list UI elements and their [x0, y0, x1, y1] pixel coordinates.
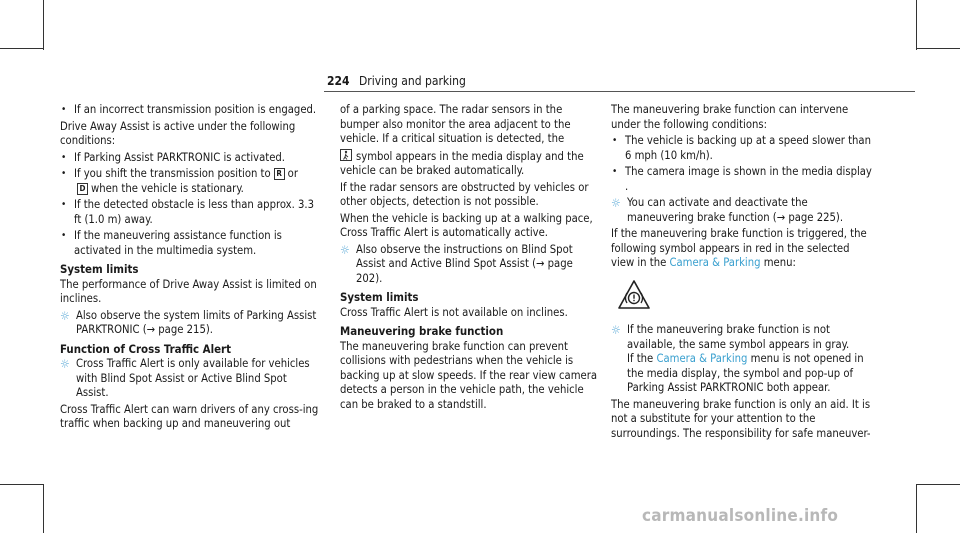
list-item: • If you shift the transmission position to R or D when the vehicle is stationary. — [60, 167, 322, 196]
paragraph: The performance of Drive Away Assist is limited on inclines. — [60, 277, 317, 305]
crop-mark — [0, 48, 44, 49]
crop-mark — [43, 484, 44, 533]
list-item: • If an incorrect transmission position is engaged. — [60, 103, 322, 118]
section-heading: System limits — [60, 262, 139, 276]
info-icon: ☼ — [60, 308, 70, 323]
column-2 — [340, 103, 602, 414]
list-item: • If the maneuvering assistance function is activated in the multimedia system. — [60, 229, 322, 258]
header-rule — [324, 91, 915, 92]
section-heading: Maneuvering brake function — [340, 324, 504, 338]
gear-d-icon: D — [77, 183, 88, 195]
page-header — [327, 74, 466, 88]
column-1 — [60, 103, 322, 434]
paragraph: symbol appears in the media display and the vehicle can be braked automatically. — [340, 149, 584, 177]
crop-mark — [916, 484, 917, 533]
list-item: • If Parking Assist PARKTRONIC is activated. — [60, 151, 322, 166]
note: ☼ Cross Traffic Alert is only available for vehicles with Blind Spot Assist or Active Blind Spot Assist. — [60, 357, 310, 399]
column-3 — [611, 103, 873, 443]
paragraph: of a parking space. The radar sensors in the bumper also monitor the area adjacent to the vehicle. If a critical situation is detected, the — [340, 103, 571, 145]
camera-parking-menu: Camera & Parking — [669, 256, 761, 269]
info-icon: ☼ — [611, 196, 621, 210]
note: ☼ Also observe the system limits of Parking Assist PARKTRONIC (→ page 215). — [60, 308, 317, 336]
camera-parking-menu: Camera & Parking — [656, 352, 748, 365]
section-heading: System limits — [340, 290, 419, 304]
brake-warning-icon — [617, 279, 651, 311]
paragraph: The maneuvering brake function is only an aid. It is not a substitute for your attention to the surroundings. The responsibility for safe maneuver- — [611, 397, 871, 440]
paragraph: Drive Away Assist is active under the following conditions: — [60, 119, 296, 147]
paragraph: Cross Traffic Alert is not available on inclines. — [340, 305, 568, 319]
note: ☼ You can activate and deactivate the maneuvering brake function (→ page 225). — [611, 196, 844, 224]
watermark: carmanualsonline.info — [642, 506, 839, 526]
info-icon: ☼ — [611, 323, 621, 337]
brake-symbol — [611, 273, 873, 324]
info-icon: ☼ — [60, 357, 70, 371]
note: ☼ Also observe the instructions on Blind Spot Assist and Active Blind Spot Assist (→ page 202). — [340, 242, 573, 285]
page-number: 224 — [327, 74, 350, 88]
gear-r-icon: R — [274, 168, 285, 180]
crop-mark — [916, 48, 960, 49]
paragraph: If the radar sensors are obstructed by vehicles or other objects, detection is not possible. — [340, 180, 589, 208]
info-icon: ☼ — [340, 242, 350, 257]
crop-mark — [0, 484, 44, 485]
section-title: Driving and parking — [358, 74, 466, 88]
list-item: • The camera image is shown in the media display . — [611, 165, 873, 194]
paragraph: The maneuvering brake function can intervene under the following conditions: — [611, 103, 849, 131]
list-item: • The vehicle is backing up at a speed slower than 6 mph (10 km/h). — [611, 134, 873, 163]
note: ☼ If the maneuvering brake function is not available, the same symbol appears in gray. If the Camera & Parking menu is not opened in the media display, the symbol and pop-up of Parking Assist PARKTRONIC both appear. — [611, 323, 864, 394]
paragraph: If the maneuvering brake function is triggered, the following symbol appears in red in the selected view in the Camera & Parking menu: — [611, 227, 867, 269]
crop-mark — [43, 0, 44, 50]
crop-mark — [916, 484, 960, 485]
pedestrian-warning-icon — [340, 149, 352, 161]
list-item: • If the detected obstacle is less than approx. 3.3 ft (1.0 m) away. — [60, 198, 322, 227]
paragraph: When the vehicle is backing up at a walking pace, Cross Traffic Alert is automatically active. — [340, 211, 593, 239]
paragraph: The maneuvering brake function can prevent collisions with pedestrians when the vehicle is backing up at slow speeds. If the rear view camera detects a person in the vehicle path, the vehicle can be braked to a standstill. — [340, 339, 598, 411]
paragraph: Cross Traffic Alert can warn drivers of any cross-ing traffic when backing up and maneuvering out — [60, 402, 319, 430]
crop-mark — [916, 0, 917, 50]
section-heading: Function of Cross Traffic Alert — [60, 341, 231, 356]
